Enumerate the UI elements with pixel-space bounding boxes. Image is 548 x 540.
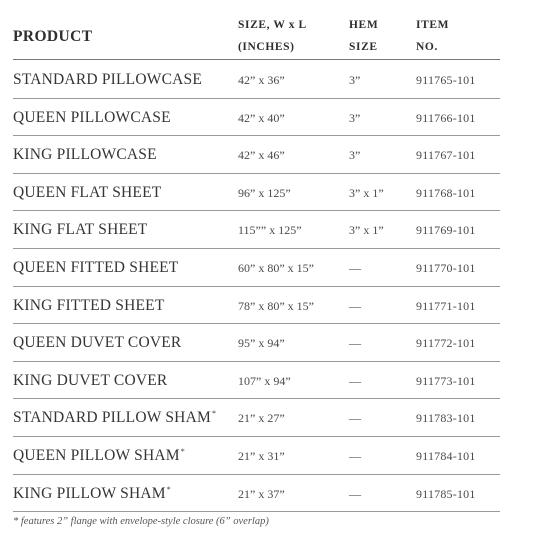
product-name-text: QUEEN DUVET COVER bbox=[13, 334, 182, 352]
header-size bbox=[238, 14, 307, 58]
product-name bbox=[13, 184, 162, 202]
product-name bbox=[13, 334, 182, 352]
product-name bbox=[13, 297, 166, 315]
size-value: 42” x 46” bbox=[238, 148, 285, 163]
table-row bbox=[13, 286, 500, 325]
table-row bbox=[13, 361, 500, 400]
hem-value: — bbox=[349, 449, 361, 463]
product-name-text: KING FLAT SHEET bbox=[13, 221, 148, 239]
table-row bbox=[13, 248, 500, 287]
footnote: * features 2” flange with envelope-style closure (6” overlap) bbox=[13, 516, 269, 527]
product-name-text: STANDARD PILLOW SHAM bbox=[13, 409, 211, 427]
hem-value: 3” x 1” bbox=[349, 185, 384, 200]
size-value: 21” x 31” bbox=[238, 449, 285, 463]
header-size-line2: (INCHES) bbox=[238, 41, 295, 53]
product-name bbox=[13, 409, 216, 427]
hem-value: — bbox=[349, 261, 361, 275]
hem-value: 3” bbox=[349, 148, 361, 163]
footnote-mark: * bbox=[166, 484, 171, 494]
size-value: 78” x 80” x 15” bbox=[238, 298, 314, 313]
product-name-text: KING FITTED SHEET bbox=[13, 296, 165, 314]
header-item bbox=[416, 14, 449, 58]
item-number: 911766-101 bbox=[416, 110, 476, 125]
product-name bbox=[13, 146, 158, 164]
header-item-line2: NO. bbox=[416, 41, 438, 53]
hem-value: 3” bbox=[349, 110, 361, 125]
product-name-text: KING PILLOW SHAM bbox=[13, 484, 166, 502]
product-name-text: QUEEN PILLOW SHAM bbox=[13, 447, 180, 464]
table-row bbox=[13, 398, 500, 437]
product-name bbox=[13, 259, 179, 277]
footnote-mark: * bbox=[211, 409, 217, 419]
table-row bbox=[13, 135, 500, 174]
item-number: 911769-101 bbox=[416, 223, 476, 238]
hem-value: — bbox=[349, 411, 361, 426]
product-name bbox=[13, 221, 148, 239]
product-name bbox=[13, 109, 172, 127]
size-value: 42” x 40” bbox=[238, 110, 285, 125]
size-value: 96” x 125” bbox=[238, 185, 291, 200]
hem-value: 3” x 1” bbox=[349, 223, 384, 238]
item-number: 911773-101 bbox=[416, 373, 476, 388]
product-name bbox=[13, 447, 185, 465]
hem-value: — bbox=[349, 336, 361, 351]
header-hem-line2: SIZE bbox=[349, 41, 378, 53]
product-name-text: QUEEN FITTED SHEET bbox=[13, 259, 179, 276]
hem-value: — bbox=[349, 373, 361, 388]
hem-value: — bbox=[349, 486, 361, 501]
hem-value: — bbox=[349, 298, 361, 313]
size-value: 107” x 94” bbox=[238, 373, 291, 388]
size-value: 21” x 37” bbox=[238, 486, 285, 501]
footnote-mark: * bbox=[180, 447, 185, 456]
item-number: 911785-101 bbox=[416, 486, 476, 501]
item-number: 911768-101 bbox=[416, 185, 476, 200]
product-name-text: KING PILLOWCASE bbox=[13, 146, 157, 164]
size-value: 21” x 27” bbox=[238, 411, 285, 426]
size-value: 115”” x 125” bbox=[238, 223, 302, 238]
size-value: 95” x 94” bbox=[238, 336, 285, 351]
size-value: 42” x 36” bbox=[238, 73, 285, 87]
table-row bbox=[13, 173, 500, 212]
item-number: 911767-101 bbox=[416, 148, 476, 163]
header-product: PRODUCT bbox=[13, 28, 93, 45]
product-name-text: STANDARD PILLOWCASE bbox=[13, 71, 202, 88]
item-number: 911772-101 bbox=[416, 336, 476, 351]
item-number: 911765-101 bbox=[416, 73, 476, 87]
product-name bbox=[13, 372, 168, 390]
table-row bbox=[13, 210, 500, 249]
product-name-text: QUEEN FLAT SHEET bbox=[13, 183, 162, 201]
header-item-line1: ITEM bbox=[416, 19, 450, 31]
table-row bbox=[13, 98, 500, 137]
item-number: 911770-101 bbox=[416, 261, 476, 275]
header-hem-line1: HEM bbox=[349, 19, 379, 31]
item-number: 911783-101 bbox=[416, 411, 476, 426]
hem-value: 3” bbox=[349, 73, 361, 87]
product-name-text: QUEEN PILLOWCASE bbox=[13, 108, 171, 126]
size-value: 60” x 80” x 15” bbox=[238, 261, 314, 275]
table-row bbox=[13, 436, 500, 475]
product-name-text: KING DUVET COVER bbox=[13, 371, 168, 389]
header-hem bbox=[349, 14, 378, 58]
item-number: 911784-101 bbox=[416, 449, 476, 463]
table-row bbox=[13, 60, 500, 99]
product-name bbox=[13, 485, 171, 503]
item-number: 911771-101 bbox=[416, 298, 476, 313]
product-name bbox=[13, 71, 203, 89]
table-row bbox=[13, 474, 500, 513]
product-table bbox=[13, 0, 500, 502]
table-header bbox=[13, 0, 500, 58]
table-row bbox=[13, 323, 500, 362]
header-size-line1: SIZE, W x L bbox=[238, 19, 307, 31]
